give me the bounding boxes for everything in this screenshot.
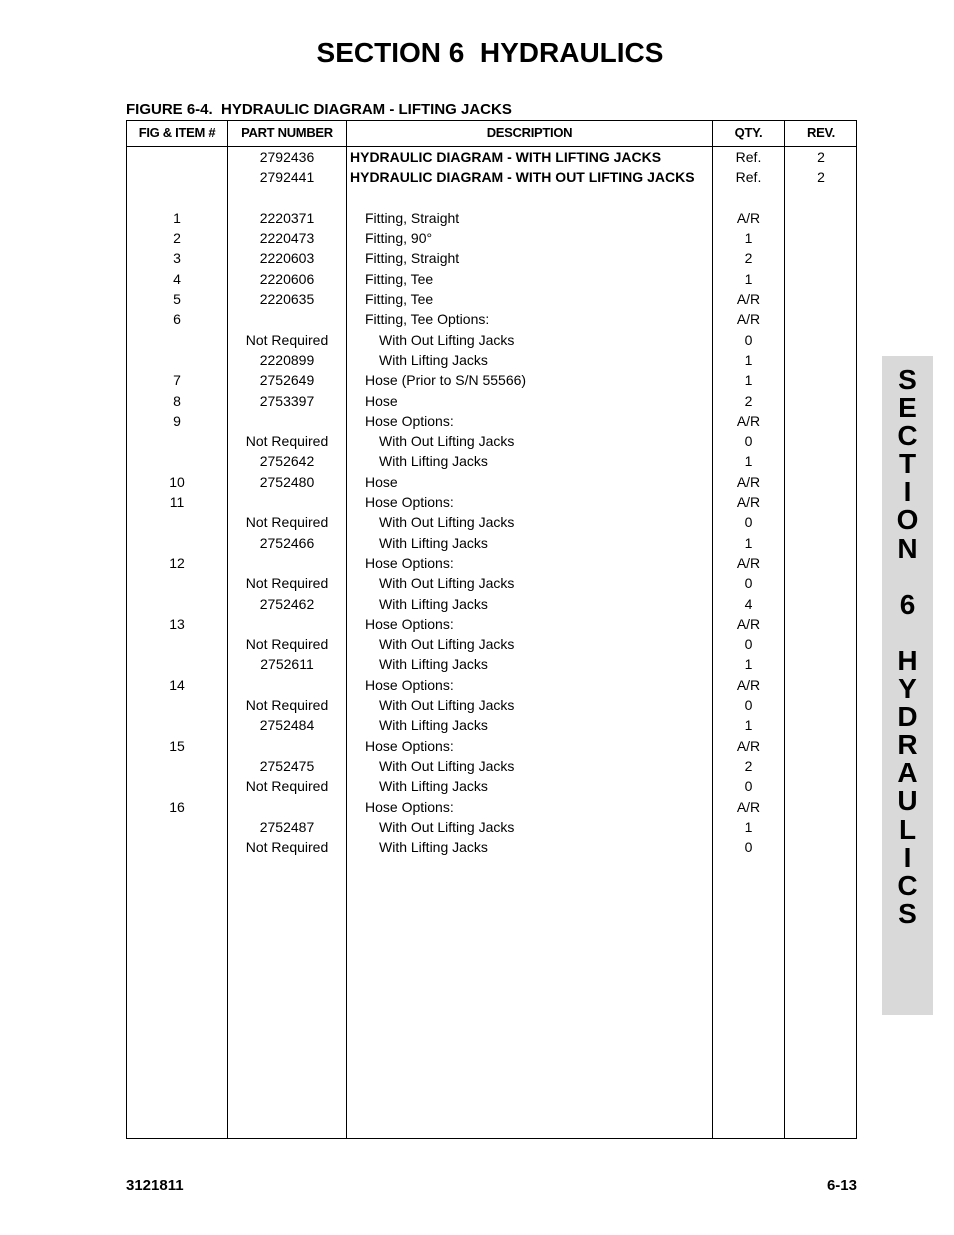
description-cell: Fitting, Straight bbox=[365, 209, 460, 226]
part-number-cell: 2752484 bbox=[259, 717, 315, 734]
table-row bbox=[127, 431, 856, 451]
qty-cell: 1 bbox=[744, 372, 753, 389]
table-row bbox=[127, 289, 856, 309]
part-number-cell: 2220899 bbox=[259, 351, 315, 368]
description-cell: Fitting, 90° bbox=[365, 230, 433, 247]
part-number-cell: 2752480 bbox=[259, 473, 315, 490]
side-tab-letter: L bbox=[898, 813, 917, 845]
qty-cell: A/R bbox=[736, 311, 761, 328]
qty-cell: 0 bbox=[744, 839, 753, 856]
description-cell: HYDRAULIC DIAGRAM - WITH LIFTING JACKS bbox=[350, 149, 662, 165]
table-row bbox=[127, 228, 856, 248]
table-row bbox=[127, 269, 856, 289]
qty-cell: Ref. bbox=[735, 169, 762, 186]
part-number-cell: 2752649 bbox=[259, 372, 315, 389]
description-cell: Fitting, Straight bbox=[365, 250, 460, 267]
side-tab-letter: D bbox=[897, 701, 918, 733]
part-number-cell: Not Required bbox=[245, 514, 329, 531]
qty-cell: 1 bbox=[744, 534, 753, 551]
description-cell: With Out Lifting Jacks bbox=[379, 514, 515, 531]
side-tab-letter: R bbox=[897, 729, 918, 761]
side-tab-letter: 6 bbox=[899, 588, 916, 620]
table-row bbox=[127, 695, 856, 715]
qty-cell: 0 bbox=[744, 575, 753, 592]
fig-item-cell: 12 bbox=[169, 554, 185, 571]
footer-page-number: 6-13 bbox=[826, 1177, 857, 1194]
header-description: DESCRIPTION bbox=[486, 125, 573, 140]
table-body bbox=[127, 147, 856, 857]
fig-item-cell: 10 bbox=[169, 473, 185, 490]
side-tab-letter: S bbox=[898, 364, 917, 395]
table-row bbox=[127, 614, 856, 634]
qty-cell: 0 bbox=[744, 697, 753, 714]
part-number-cell: 2220371 bbox=[259, 209, 315, 226]
fig-item-cell: 4 bbox=[173, 270, 181, 287]
description-cell: Hose Options: bbox=[365, 494, 454, 511]
description-cell: Hose bbox=[365, 473, 398, 490]
part-number-cell: Not Required bbox=[245, 636, 329, 653]
description-cell: With Out Lifting Jacks bbox=[379, 697, 515, 714]
parts-table bbox=[126, 120, 857, 1139]
qty-cell: 1 bbox=[744, 270, 753, 287]
qty-cell: 1 bbox=[744, 351, 753, 368]
side-tab-letter bbox=[882, 563, 933, 591]
fig-item-cell: 9 bbox=[173, 412, 181, 429]
side-tab-letter: S bbox=[898, 897, 917, 929]
side-tab-letter: C bbox=[897, 420, 918, 452]
part-number-cell: 2220603 bbox=[259, 250, 315, 267]
table-row bbox=[127, 776, 856, 796]
figure-title: FIGURE 6-4. HYDRAULIC DIAGRAM - LIFTING JACKS bbox=[126, 101, 512, 118]
section-title: SECTION 6 HYDRAULICS bbox=[316, 37, 664, 68]
description-cell: HYDRAULIC DIAGRAM - WITH OUT LIFTING JACKS bbox=[350, 169, 695, 186]
table-row bbox=[127, 675, 856, 695]
table-row bbox=[127, 370, 856, 390]
table-row bbox=[127, 797, 856, 817]
qty-cell: A/R bbox=[736, 209, 761, 226]
fig-item-cell: 6 bbox=[173, 311, 181, 328]
part-number-cell: Not Required bbox=[245, 575, 329, 592]
side-tab-letter: I bbox=[903, 841, 912, 873]
table-row bbox=[127, 837, 856, 857]
header-part-number: PART NUMBER bbox=[241, 125, 333, 140]
qty-cell: A/R bbox=[736, 291, 761, 308]
table-row bbox=[127, 817, 856, 837]
side-tab-letter: T bbox=[898, 448, 917, 480]
header-fig-item: FIG & ITEM # bbox=[138, 125, 216, 140]
part-number-cell: 2792441 bbox=[259, 169, 315, 186]
part-number-cell: 2752611 bbox=[260, 656, 314, 673]
description-cell: With Lifting Jacks bbox=[379, 351, 488, 368]
description-cell: With Out Lifting Jacks bbox=[379, 433, 515, 450]
table-row bbox=[127, 512, 856, 532]
side-tab-letter: A bbox=[897, 757, 918, 789]
table-row bbox=[127, 492, 856, 512]
description-cell: With Out Lifting Jacks bbox=[379, 636, 515, 653]
side-tab-letter: O bbox=[896, 504, 919, 536]
description-cell: With Lifting Jacks bbox=[379, 778, 488, 795]
side-tab-letter: I bbox=[903, 476, 912, 508]
description-cell: Hose Options: bbox=[365, 615, 454, 632]
qty-cell: 4 bbox=[744, 595, 753, 612]
description-cell: With Out Lifting Jacks bbox=[379, 818, 515, 835]
table-row bbox=[127, 715, 856, 735]
qty-cell: 0 bbox=[744, 778, 753, 795]
side-tab-letter: N bbox=[897, 532, 918, 564]
table-row bbox=[127, 147, 856, 167]
description-cell: Hose (Prior to S/N 55566) bbox=[365, 372, 527, 389]
description-cell: Hose Options: bbox=[365, 412, 454, 429]
qty-cell: 2 bbox=[744, 757, 753, 774]
qty-cell: 1 bbox=[744, 230, 753, 247]
part-number-cell: 2220473 bbox=[259, 230, 315, 247]
qty-cell: 0 bbox=[744, 331, 753, 348]
table-row bbox=[127, 330, 856, 350]
fig-item-cell: 2 bbox=[173, 230, 181, 247]
qty-cell: 0 bbox=[744, 433, 753, 450]
part-number-cell: Not Required bbox=[245, 839, 329, 856]
fig-item-cell: 5 bbox=[173, 291, 181, 308]
description-cell: With Lifting Jacks bbox=[379, 534, 488, 551]
description-cell: With Out Lifting Jacks bbox=[379, 575, 515, 592]
qty-cell: A/R bbox=[736, 473, 761, 490]
qty-cell: 2 bbox=[744, 250, 753, 267]
table-row bbox=[127, 451, 856, 471]
fig-item-cell: 16 bbox=[169, 798, 185, 815]
table-row bbox=[127, 188, 856, 208]
description-cell: With Out Lifting Jacks bbox=[379, 331, 515, 348]
part-number-cell: 2752462 bbox=[259, 595, 315, 612]
side-tab-letter: Y bbox=[898, 673, 917, 705]
part-number-cell: Not Required bbox=[245, 433, 329, 450]
side-tab-letter: H bbox=[897, 644, 918, 676]
qty-cell: A/R bbox=[736, 554, 761, 571]
qty-cell: 1 bbox=[744, 717, 753, 734]
qty-cell: Ref. bbox=[735, 149, 762, 165]
rev-cell: 2 bbox=[817, 149, 825, 165]
header-rev: REV. bbox=[807, 125, 835, 140]
section-side-tab bbox=[882, 356, 933, 1015]
description-cell: With Lifting Jacks bbox=[379, 717, 488, 734]
part-number-cell: Not Required bbox=[245, 331, 329, 348]
table-row bbox=[127, 472, 856, 492]
part-number-cell: 2752466 bbox=[259, 534, 315, 551]
footer-doc-number: 3121811 bbox=[126, 1177, 184, 1194]
qty-cell: A/R bbox=[736, 676, 761, 693]
table-row bbox=[127, 634, 856, 654]
part-number-cell: 2752642 bbox=[259, 453, 315, 470]
part-number-cell: 2752487 bbox=[259, 818, 315, 835]
description-cell: With Lifting Jacks bbox=[379, 595, 488, 612]
table-row bbox=[127, 391, 856, 411]
description-cell: Fitting, Tee Options: bbox=[365, 311, 490, 328]
table-row bbox=[127, 756, 856, 776]
qty-cell: A/R bbox=[736, 798, 761, 815]
description-cell: Hose Options: bbox=[365, 737, 454, 754]
fig-item-cell: 15 bbox=[169, 737, 185, 754]
description-cell: Fitting, Tee bbox=[365, 270, 434, 287]
table-row bbox=[127, 208, 856, 228]
description-cell: With Lifting Jacks bbox=[379, 656, 488, 673]
part-number-cell: 2753397 bbox=[259, 392, 315, 409]
fig-item-cell: 14 bbox=[169, 676, 185, 693]
description-cell: Fitting, Tee bbox=[365, 291, 434, 308]
description-cell: With Lifting Jacks bbox=[379, 839, 488, 856]
table-row bbox=[127, 248, 856, 268]
description-cell: Hose Options: bbox=[365, 676, 454, 693]
rev-cell: 2 bbox=[817, 169, 825, 186]
description-cell: Hose bbox=[365, 392, 398, 409]
qty-cell: 0 bbox=[744, 514, 753, 531]
fig-item-cell: 7 bbox=[173, 372, 181, 389]
qty-cell: A/R bbox=[736, 494, 761, 511]
part-number-cell: 2220635 bbox=[259, 291, 315, 308]
part-number-cell: 2792436 bbox=[259, 149, 315, 165]
side-tab-letter bbox=[882, 619, 933, 647]
qty-cell: 1 bbox=[744, 818, 753, 835]
side-tab-letter: E bbox=[898, 392, 917, 424]
fig-item-cell: 3 bbox=[173, 250, 181, 267]
description-cell: With Lifting Jacks bbox=[379, 453, 488, 470]
side-tab-letter: C bbox=[897, 869, 918, 901]
table-row bbox=[127, 411, 856, 431]
part-number-cell: 2752475 bbox=[259, 757, 315, 774]
table-row bbox=[127, 309, 856, 329]
qty-cell: A/R bbox=[736, 737, 761, 754]
table-row bbox=[127, 553, 856, 573]
part-number-cell: Not Required bbox=[245, 778, 329, 795]
qty-cell: 0 bbox=[744, 636, 753, 653]
fig-item-cell: 11 bbox=[169, 494, 185, 511]
qty-cell: A/R bbox=[736, 412, 761, 429]
table-row bbox=[127, 533, 856, 553]
part-number-cell: Not Required bbox=[245, 697, 329, 714]
description-cell: Hose Options: bbox=[365, 554, 454, 571]
description-cell: With Out Lifting Jacks bbox=[379, 757, 515, 774]
table-row bbox=[127, 350, 856, 370]
fig-item-cell: 1 bbox=[173, 209, 181, 226]
qty-cell: 2 bbox=[744, 392, 753, 409]
side-tab-label bbox=[882, 366, 933, 928]
table-row bbox=[127, 594, 856, 614]
qty-cell: 1 bbox=[744, 656, 753, 673]
qty-cell: 1 bbox=[744, 453, 753, 470]
part-number-cell: 2220606 bbox=[259, 270, 315, 287]
table-row bbox=[127, 736, 856, 756]
qty-cell: A/R bbox=[736, 615, 761, 632]
description-cell: Hose Options: bbox=[365, 798, 454, 815]
table-row bbox=[127, 573, 856, 593]
table-row bbox=[127, 654, 856, 674]
table-row bbox=[127, 167, 856, 187]
fig-item-cell: 13 bbox=[169, 615, 185, 632]
fig-item-cell: 8 bbox=[173, 392, 181, 409]
header-qty: QTY. bbox=[734, 125, 763, 140]
side-tab-letter: U bbox=[897, 785, 918, 817]
